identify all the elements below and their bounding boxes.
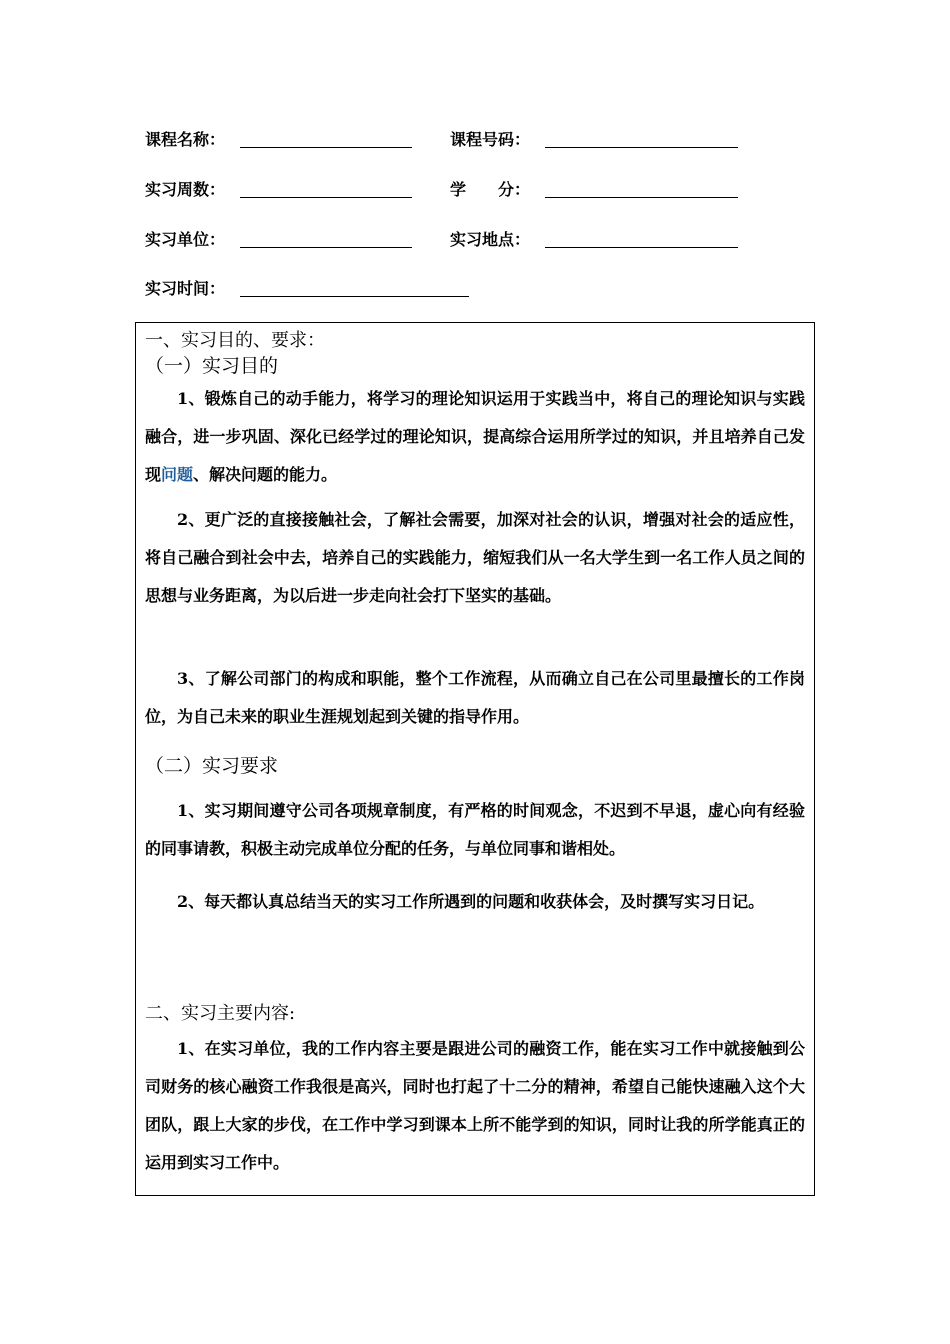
unit-field[interactable] [240,247,412,248]
credits-label: 学 分： [450,180,531,199]
course-number-field[interactable] [545,147,738,148]
course-number-label: 课程号码： [450,130,531,149]
requirement-paragraph-2: 2、每天都认真总结当天的实习工作所遇到的问题和收获体会，及时撰写实习日记。 [177,892,765,911]
content-paragraph-1: 1、在实习单位，我的工作内容主要是跟进公司的融资工作，能在实习工作中就接触到公司财务的核心融资工作我很是高兴，同时也打起了十二分的精神，希望自己能快速融入这个大团队，跟上大家的步伐，在工作中学习到课本上所不能学到的知识，同时让我的所学能真正的运用到实习工作中。 [145,1039,805,1172]
course-name-label: 课程名称： [145,130,226,149]
requirement-paragraph-1: 1、实习期间遵守公司各项规章制度，有严格的时间观念，不迟到不早退，虚心向有经验的同事请教，积极主动完成单位分配的任务，与单位同事和谐相处。 [145,801,805,858]
section2-title: 二、实习主要内容: [145,1003,296,1024]
time-label: 实习时间： [145,279,226,298]
purpose-paragraph-3: 3、了解公司部门的构成和职能，整个工作流程，从而确立自己在公司里最擅长的工作岗位，为自己未来的职业生涯规划起到关键的指导作用。 [145,669,805,726]
weeks-label: 实习周数： [145,180,226,199]
credits-field[interactable] [545,197,738,198]
section1-sub1-title: （一）实习目的 [145,355,279,377]
section1-title: 一、实习目的、要求： [145,330,325,351]
purpose-paragraph-2: 2、更广泛的直接接触社会，了解社会需要，加深对社会的认识，增强对社会的适应性，将自己融合到社会中去，培养自己的实践能力，缩短我们从一名大学生到一名工作人员之间的思想与业务距离，为以后进一步走向社会打下坚实的基础。 [145,510,805,605]
problem-link[interactable]: 问题 [161,465,194,484]
section1-sub2-title: （二）实习要求 [145,755,279,777]
course-name-field[interactable] [240,147,412,148]
purpose-p1-text: 1、锻炼自己的动手能力，将学习的理论知识运用于实践当中，将自己的理论知识与实践融合，进一步巩固、深化已经学过的理论知识，提高综合运用所学过的知识，并且培养自己发现 [145,389,805,484]
location-field[interactable] [545,247,738,248]
purpose-paragraph-1 [145,380,805,494]
unit-label: 实习单位： [145,230,226,249]
weeks-field[interactable] [240,197,412,198]
time-field[interactable] [240,296,469,297]
purpose-p1-tail: 、解决问题的能力。 [193,465,338,484]
location-label: 实习地点： [450,230,531,249]
